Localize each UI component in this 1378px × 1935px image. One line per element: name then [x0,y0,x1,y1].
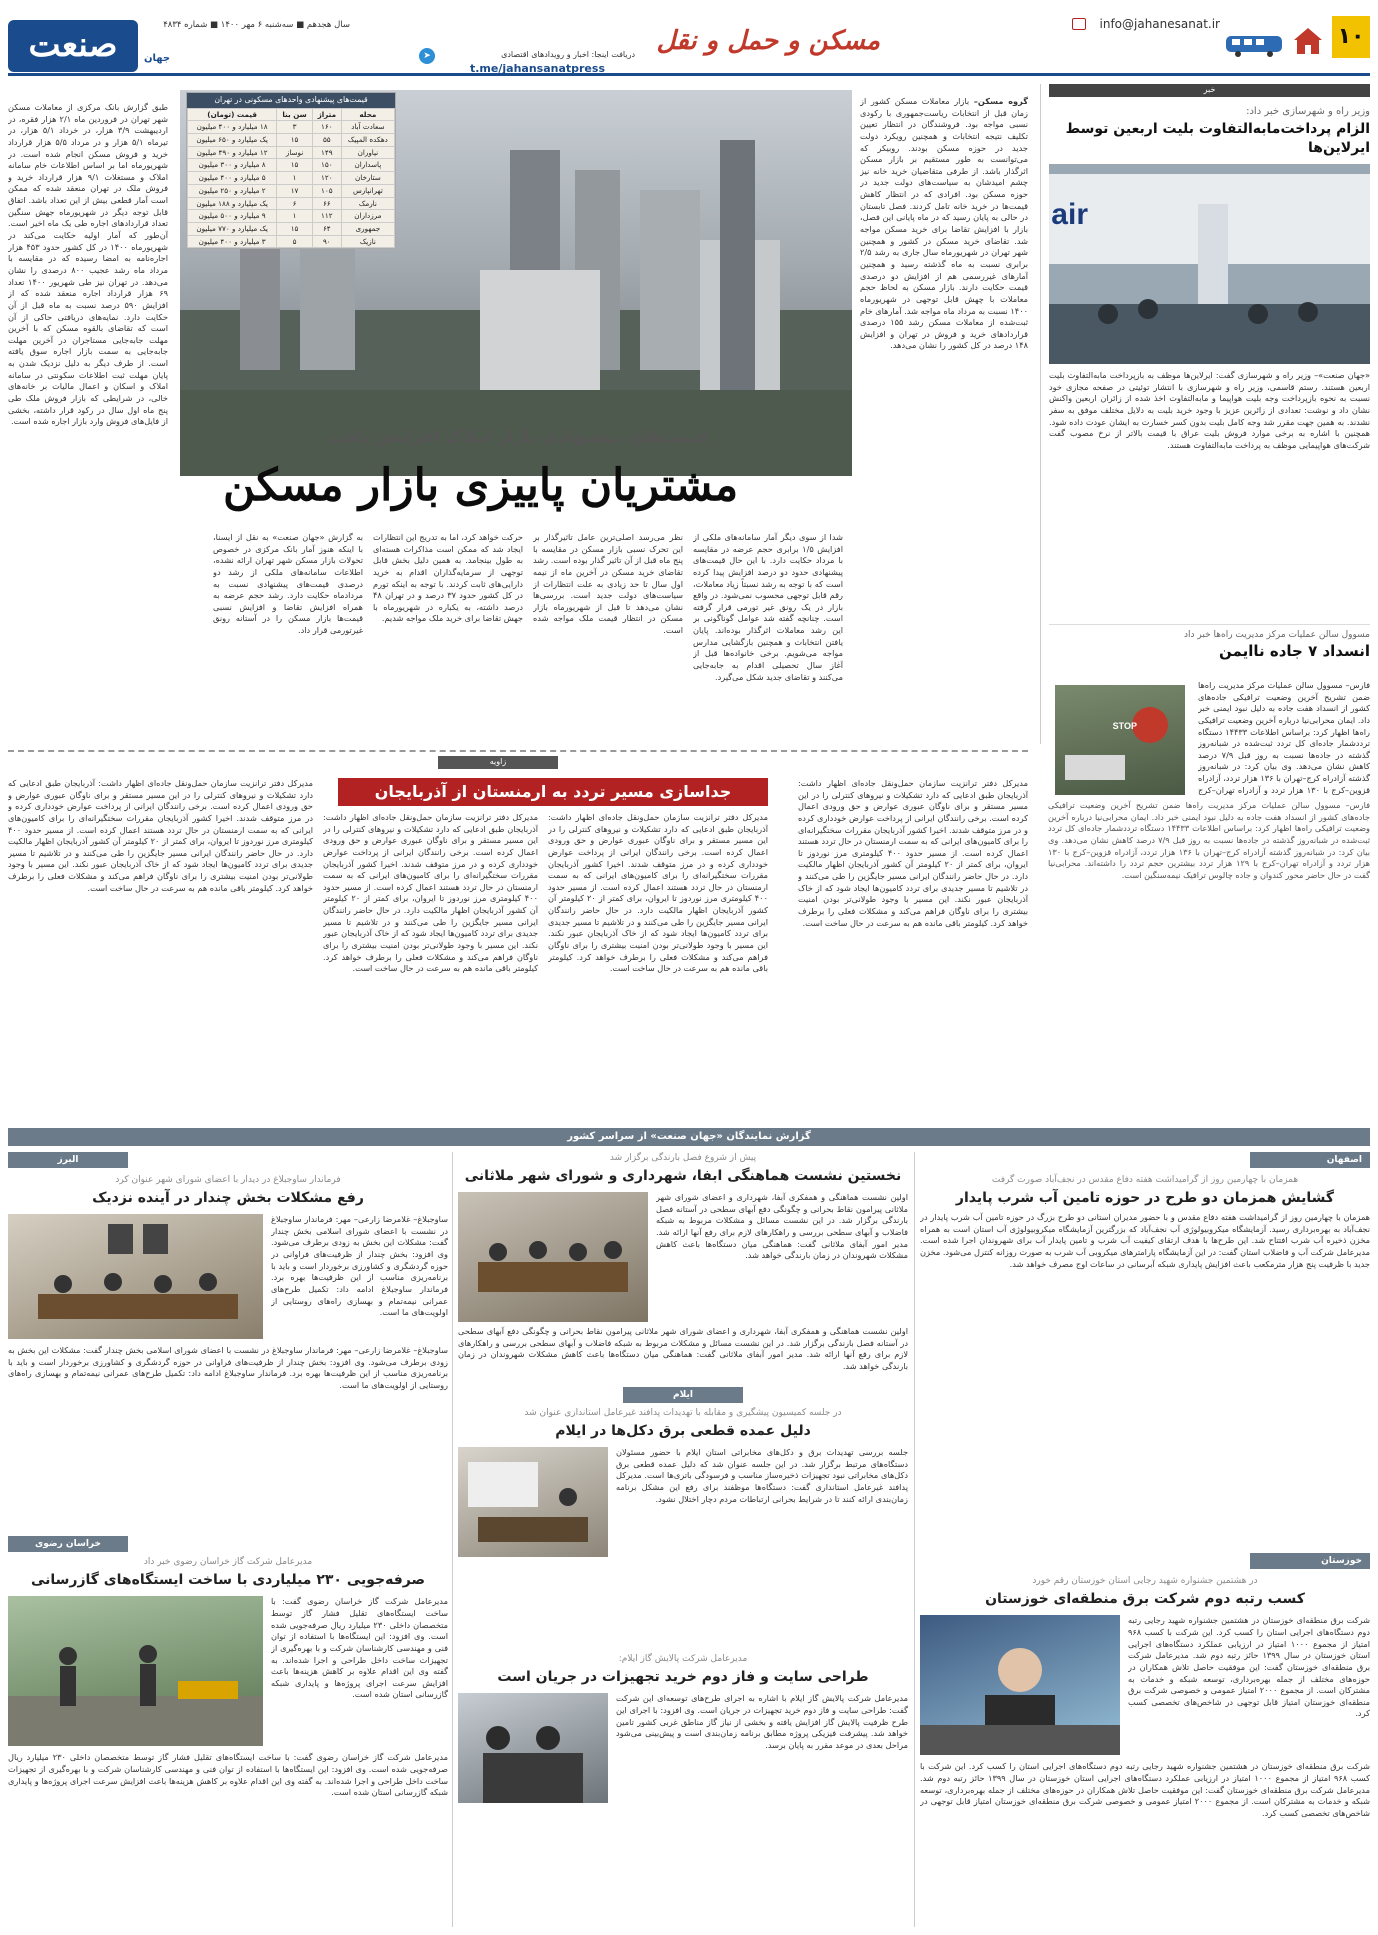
khorasan-body-continued: مدیرعامل شرکت گاز خراسان رضوی گفت: با ساخت ایستگاه‌های تقلیل فشار گاز توسط متخصصان داخلی ۲۳۰ میلیارد ریال صرفه‌جویی شده است. وی افزود: این ایستگاه‌ها با استفاده از توان فنی و مهندسی کارشناسان شرکت و با بهره‌گیری از تجهیزات ساخت داخل طراحی و اجرا شده‌اند. به گفته وی این اقدام علاوه بر کاهش هزینه‌ها باعث افزایش سرعت اجرای پروژه‌ها و پایداری شبکه گازرسانی استان شده است. [8,1752,448,1798]
regional-banner: گزارش نمایندگان «جهان صنعت» از سراسر کشور [8,1128,1370,1146]
svg-text:air: air [1051,198,1088,232]
isfahan-body: همزمان با چهارمین روز از گرامیداشت هفته دفاع مقدس و با حضور مدیران استانی دو طرح بزرگ در حوزه تامین آب شرب پایدار در نجف‌آباد به بهره‌برداری رسید. آزمایشگاه میکروبیولوژی آب نجف‌آباد که بزرگترین آزمایشگاه میکروبیولوژی آب استان است به همراه مخزن ذخیره آب شرب افتتاح شد. این طرح‌ها با هدف ارتقای کیفیت آب شرب و تامین پایدار آب برای شهروندان اجرا شده است. مدیرعامل شرکت آب و فاضلاب استان گفت: در این آزمایشگاه پارامترهای میکروبی آب شرب به صورت روزانه کنترل می‌شود. مخزن جدید با ظرفیت پنج هزار مترمکعب باعث افزایش پایداری شبکه آبرسانی در ساعات اوج مصرف خواهد شد. [920,1212,1370,1269]
table-row [188,235,395,248]
table-cell: ۶ [277,197,313,210]
table-cell: نازیک [341,235,394,248]
table-cell: سعادت آباد [341,121,394,134]
main-body-col-4: به گزارش «جهان صنعت» به نقل از ایسنا، با اینکه هنوز آمار بانک مرکزی در خصوص تحولات بازار مسکن شهر تهران ارائه نشده، اطلاعات سامانه‌های ملکی از رشد دو درصدی قیمت‌های پیشنهادی نسبت به مردادماه حکایت دارد. رشد حجم عرضه به همراه افزایش تقاضا و افزایش نسبی قیمت‌ها بازار مسکن را در آستانه رونق غیرتورمی قرار داد. [213,532,363,636]
airplane-photo [1049,164,1370,364]
table-cell: مرزداران [341,210,394,223]
table-cell: ۱۸ میلیارد و ۴۰۰ میلیون [188,121,277,134]
regional-middle-column [458,1152,908,1927]
table-cell: ۱۰۵ [312,184,341,197]
story1-headline: الزام پرداخت‌ما‌به‌التفاوت بلیت اربعین توسط ایرلاین‌ها [1065,121,1370,157]
khorasan-body: مدیرعامل شرکت گاز خراسان رضوی گفت: با ساخت ایستگاه‌های تقلیل فشار گاز توسط متخصصان داخلی ۲۳۰ میلیارد ریال صرفه‌جویی شده است. وی افزود: این ایستگاه‌ها با استفاده از توان فنی و مهندسی کارشناسان شرکت و با بهره‌گیری از تجهیزات ساخت داخل طراحی و اجرا شده‌اند. به گفته وی این اقدام علاوه بر کاهش هزینه‌ها باعث افزایش سرعت اجرای پروژه‌ها و پایداری شبکه گازرسانی استان شده است. [271,1596,448,1700]
table-row [188,210,395,223]
logo-text: صنعت [28,25,118,65]
road-photo [1055,685,1185,795]
zavieh-tag: زاویه [438,756,558,769]
table-cell: ۵ [277,235,313,248]
table-row [188,172,395,185]
table-cell: ۱۵ [277,133,313,146]
masthead [8,8,1370,76]
sari-headline: نخستین نشست هماهنگی ابفا، شهرداری و شورای شهر ملاثانی [464,1168,902,1185]
table-cell: ۶۶ [312,197,341,210]
alborz-headline: رفع مشکلات بخش چندار در آینده نزدیک [92,1190,364,1207]
khuzestan-headline: کسب رتبه دوم شرکت برق منطقه‌ای خوزستان [985,1591,1305,1608]
zavieh-col-1: مدیرکل دفتر ترانزیت سازمان حمل‌ونقل جاده‌ای اظهار داشت: آذربایجان طبق ادعایی که دارد تشکیلات و نیروهای کنترلی را در این مسیر مستقر و برای ناوگان عبوری عوارض و حق ورودی اعمال کرده است. برخی رانندگان ایرانی از پرداخت عوارض خودداری کرده و در مرز متوقف شدند. اخیرا کشور آذربایجان مقررات سختگیرانه‌ای را برای کامیون‌های ایرانی که به سمت ارمنستان در حال تردد هستند اعمال کرده است. از مسیر حدود ۴۰۰ کیلومتری مرز نوردوز تا ایروان، برای کمتر از ۲۰ کیلومتر آن کشور آذربایجان اظهار مالکیت دارد. در حال حاضر رانندگان ایرانی مسیر جایگزین را طی می‌کنند و در تلاشیم تا مسیر جدیدی برای تردد کامیون‌ها ایجاد شود که از خاک آذربایجان عبور نکند. این مسیر با وجود طولانی‌تر بودن امنیت بیشتری را برای ناوگان فراهم می‌کند و مشکلات فعلی را برطرف خواهد کرد. کیلومتر باقی مانده هم به سرعت در حال ساخت است. [798,778,1028,928]
column-divider [452,1152,453,1927]
table-row [188,184,395,197]
story1-kicker: وزیر راه و شهرسازی خبر داد: [1246,105,1370,117]
table-cell: تهرانپارس [341,184,394,197]
khuzestan-kicker: در هشتمین جشنواره شهید رجایی استان خوزستان رقم خورد [1032,1576,1258,1587]
table-cell: نوساز [277,146,313,159]
price-table-title: قیمت‌های پیشنهادی واحدهای مسکونی در تهران [187,93,395,108]
table-cell: ۶۴ [312,222,341,235]
table-cell: ۱۲ میلیارد و ۴۹۰ میلیون [188,146,277,159]
zavieh-col-2: مدیرکل دفتر ترانزیت سازمان حمل‌ونقل جاده‌ای اظهار داشت: آذربایجان طبق ادعایی که دارد تشکیلات و نیروهای کنترلی را در این مسیر مستقر و برای ناوگان عبوری عوارض و حق ورودی اعمال کرده است. برخی رانندگان ایرانی از پرداخت عوارض خودداری کرده و در مرز متوقف شدند. اخیرا کشور آذربایجان مقررات سختگیرانه‌ای را برای کامیون‌های ایرانی که به سمت ارمنستان در حال تردد هستند اعمال کرده است. از مسیر حدود ۴۰۰ کیلومتری مرز نوردوز تا ایروان، برای کمتر از ۲۰ کیلومتر آن کشور آذربایجان اظهار مالکیت دارد. در حال حاضر رانندگان ایرانی مسیر جایگزین را طی می‌کنند و در تلاشیم تا مسیر جدیدی برای تردد کامیون‌ها ایجاد شود که از خاک آذربایجان عبور نکند. این مسیر با وجود طولانی‌تر بودن امنیت بیشتری را برای ناوگان فراهم می‌کند و مشکلات فعلی را برطرف خواهد کرد. کیلومتر باقی مانده هم به سرعت در حال ساخت است. [548,812,768,974]
table-cell: ۱۵ [277,159,313,172]
table-row [188,146,395,159]
story2-headline: انسداد ۷ جاده ناایمن [1219,642,1370,661]
refinery-body: مدیرعامل شرکت پالایش گاز ایلام با اشاره به اجرای طرح‌های توسعه‌ای این شرکت گفت: طراحی سایت و فاز دوم خرید تجهیزات در جریان است. وی افزود: با اجرای این طرح ظرفیت پالایش گاز افزایش یافته و بخشی از نیاز گاز مناطق غربی کشور تامین خواهد شد. پیشرفت فیزیکی پروژه مطابق برنامه زمان‌بندی است و پیش‌بینی می‌شود مراحل بعدی در موعد مقرر به پایان برسد. [616,1693,908,1750]
story2-body: فارس– مسوول سالن عملیات مرکز مدیریت راه‌ها ضمن تشریح آخرین وضعیت ترافیکی جاده‌های کشور از انسداد هفت جاده به دلیل نبود ایمنی خبر داد. ایمان محرابی‌نیا درباره آخرین وضعیت ترافیکی راه‌ها اظهار کرد: براساس اطلاعات ۱۴۴۳۳ دستگاه ترددشمار جاده‌ای کل تردد ثبت‌شده در شبانه‌روز گذشته در جاده‌ها نسبت به روز قبل ۷/۹ درصد کاهش نشان می‌دهد. وی بیان کرد: در شبانه‌روز گذشته آزادراه کرج–تهران با ۱۳۶ هزار تردد، آزادراه قزوین–کرج با ۱۳۰ هزار تردد و آزادراه تهران–کرج [1198,680,1370,795]
khuzestan-body: شرکت برق منطقه‌ای خوزستان در هشتمین جشنواره شهید رجایی رتبه دوم دستگاه‌های اجرایی استان را کسب کرد. این شرکت با کسب ۹۶۸ امتیاز از مجموع ۱۰۰۰ امتیاز در ارزیابی عملکرد دستگاه‌های اجرایی استان خوزستان در سال ۱۳۹۹ حائز رتبه دوم شد. مدیرعامل شرکت برق منطقه‌ای خوزستان گفت: این موفقیت حاصل تلاش همکاران در حوزه‌های مختلف از جمله بهره‌برداری، توسعه شبکه و خدمات به مشترکان است. از مجموع ۲۰۰۰ امتیاز عمومی و خصوصی شرکت برق منطقه‌ای خوزستان امتیاز قابل توجهی در شاخص‌های تخصصی کسب کرد. [1128,1615,1370,1719]
svg-text:STOP: STOP [1112,721,1137,731]
main-kicker: قیمت‌های پیشنهادی بازار املاک افزایش یافت [328,427,709,447]
lead-text: بازار معاملات مسکن کشور از زمان قبل از انتخابات ریاست‌جمهوری با رکودی نسبی مواجه بود. فروشندگان در انتظار تعیین تکلیف نتیجه انتخابات و همچنین رویکرد دولت جدید در حوزه مسکن بودند. روبیکر که می‌توانست به طور مستقیم بر بازار مسکن اثرگذار باشد. از طرفی متقاضیان خرید خانه نیز چشم امیدشان به سیاست‌های دولت جدید در حوزه مسکن بود. افرادی که در انتظار کاهش قیمت‌ها در خرید خانه تامل کردند. فصل تابستان در حالی به پایان رسید که در ماه پایانی این فصل، بازار با افزایش تقاضا برای خرید مسکن مواجه شد. تقاضای خرید مسکن در کشور و همچنین شهر تهران در شهریورماه سال جاری به رشد ۲/۵ برابری نسبت به ماه گذشته رسید و همچنین آمارهای غیررسمی هم از افزایش دو درصدی قیمت حکایت دارند. بازار مسکن به لحاظ حجم معاملات با چهش قابل توجهی در شهریورماه ۱۴۰۰ نسبت به مرداد ماه مواجه شد. آمارهای خام ثبت‌شده از معاملات مسکن رشد ۱۵۵ درصدی قراردادهای خرید و فروش در تهران و افزایش ۱۴۸ درصد در کل کشور را نشان می‌دهد. [860,96,1028,351]
zavieh-col-4: مدیرکل دفتر ترانزیت سازمان حمل‌ونقل جاده‌ای اظهار داشت: آذربایجان طبق ادعایی که دارد تشکیلات و نیروهای کنترلی را در این مسیر مستقر و برای ناوگان عبوری عوارض و حق ورودی اعمال کرده است. برخی رانندگان ایرانی از پرداخت عوارض خودداری کرده و در مرز متوقف شدند. اخیرا کشور آذربایجان مقررات سختگیرانه‌ای را برای کامیون‌های ایرانی که به سمت ارمنستان در حال تردد هستند اعمال کرده است. از مسیر حدود ۴۰۰ کیلومتری مرز نوردوز تا ایروان، برای کمتر از ۲۰ کیلومتر آن کشور آذربایجان اظهار مالکیت دارد. در حال حاضر رانندگان ایرانی مسیر جایگزین را طی می‌کنند و در تلاشیم تا مسیر جدیدی برای تردد کامیون‌ها ایجاد شود که از خاک آذربایجان عبور نکند. این مسیر با وجود طولانی‌تر بودن امنیت بیشتری را برای ناوگان فراهم می‌کند و مشکلات فعلی را برطرف خواهد کرد. کیلومتر باقی مانده هم به سرعت در حال ساخت است. [8,778,313,893]
logo-subtitle: جهان [144,53,171,64]
main-story-lead-column [860,96,1028,736]
table-cell: ۵ میلیارد و ۴۰۰ میلیون [188,172,277,185]
zavieh-headline: جداسازی مسیر تردد به ارمنستان از آذربایجان [338,778,768,806]
sari-meeting-photo [458,1192,648,1322]
refinery-headline: طراحی سایت و فاز دوم خرید تجهیزات در جریان است [497,1669,869,1686]
table-cell: یک میلیارد و ۶۵۰ میلیون [188,133,277,146]
refinery-photo [458,1693,608,1803]
table-cell: ۱۴۹ [312,146,341,159]
right-news-column [1040,84,1370,744]
lead-author: گروه مسکن– [973,96,1028,106]
table-cell: ۹ میلیارد و ۵۰۰ میلیون [188,210,277,223]
table-cell: نیاوران [341,146,394,159]
col-header: متراژ [312,108,341,121]
table-row [188,197,395,210]
table-cell: یک میلیارد و ۱۸۸ میلیون [188,197,277,210]
section-title: مسکن و حمل و نقل [656,26,880,56]
col-header: محله [341,108,394,121]
table-row [188,222,395,235]
ilam-kicker: در جلسه کمیسیون پیشگیری و مقابله با تهدیدات پدافند غیرعامل استانداری عنوان شد [524,1408,842,1419]
table-cell: نارمک [341,197,394,210]
issue-line: سال هجدهم ■ سه‌شنبه ۶ مهر ۱۴۰۰ ■ شماره ۴۸۳۴ [163,20,350,30]
col-header: سن بنا [277,108,313,121]
khorasan-gas-station-photo [8,1596,263,1746]
table-cell: ۱ [277,172,313,185]
khuzestan-photo [920,1615,1120,1755]
table-cell: ۱۱۲ [312,210,341,223]
alborz-kicker: فرماندار ساوجبلاغ در دیدار با اعضای شورای شهر عنوان کرد [115,1175,341,1186]
sari-body-continued: اولین نشست هماهنگی و همفکری آبفا، شهرداری و اعضای شورای شهر ملاثانی پیرامون نقاط بحرانی و چگونگی دفع آبهای سطحی در آستانه فصل بارندگی برگزار شد. در این نشست مسائل و مشکلات مربوط به شبکه فاضلاب و آبهای سطحی بررسی و راهکارهای لازم برای رفع آنها ارائه شد. مدیر امور آبفای ملاثانی گفت: هماهنگی میان دستگاه‌ها باعث کاهش مشکلات شهروندان در زمان بارندگی خواهد شد. [458,1326,908,1371]
main-body-col-1: شدا از سوی دیگر آمار سامانه‌های ملکی از افزایش ۱/۵ برابری حجم عرضه در مقایسه با مرداد حکایت دارد. با این حال قیمت‌های پیشنهادی حدود دو درصد افزایش پیدا کرده است که با توجه به رشد نسبتاً زیاد معاملات، رقم قابل توجهی محسوب نمی‌شود. در واقع بازار در یک رونق غیر تورمی قرار گرفته است. چنانچه گفته شد عوامل گوناگونی بر این رشد معاملات اثرگذار بوده‌اند. پایان یافتن انتخابات و همچنین بازگشایی مدارس مواجه می‌شویم. برخی خانواده‌ها قبل از آغاز سال تحصیلی اقدام به جابه‌جایی می‌کنند و تقاضای جدید شکل می‌گیرد. [693,532,843,682]
price-table-box [186,92,396,249]
email-icon [1072,18,1086,30]
table-cell: ۱۵۰ [312,159,341,172]
table-cell: ۱۶۰ [312,121,341,134]
page-number-badge: ۱۰ [1332,16,1370,58]
isfahan-headline: گشایش همزمان دو طرح در حوزه تامین آب شرب پایدار [955,1190,1335,1207]
ilam-meeting-photo [458,1447,608,1557]
column-divider [914,1152,915,1927]
story2-continuation: فارس– مسوول سالن عملیات مرکز مدیریت راه‌ها ضمن تشریح آخرین وضعیت ترافیکی جاده‌های کشور از انسداد هفت جاده به دلیل نبود ایمنی خبر داد. ایمان محرابی‌نیا درباره آخرین وضعیت ترافیکی راه‌ها اظهار کرد: براساس اطلاعات ۱۴۴۳۳ دستگاه ترددشمار جاده‌ای کل تردد ثبت‌شده در شبانه‌روز گذشته در جاده‌ها نسبت به روز قبل ۷/۹ درصد کاهش نشان می‌دهد. وی بیان کرد: در شبانه‌روز گذشته آزادراه کرج–تهران با ۱۳۶ هزار تردد، آزادراه قزوین–کرج با ۱۳۰ هزار تردد و آزادراه تهران–کرج با ۱۲۹ هزار تردد بیشترین حجم تردد را داشته‌اند. محرابی‌نیا گفت در حال حاضر محور کندوان و جاده چالوس ترافیک نیمه‌سنگین است. [1048,800,1370,880]
telegram-icon: ➤ [419,48,435,64]
story2-body-continued [1048,800,1370,1125]
table-cell: ۳ [277,121,313,134]
ilam-headline: دلیل عمده قطعی برق دکل‌ها در ایلام [555,1423,811,1440]
ilam-body: جلسه بررسی تهدیدات برق و دکل‌های مخابراتی استان ایلام با حضور مسئولان دستگاه‌های مرتبط برگزار شد. در این جلسه عنوان شد که دلیل عمده قطعی برق دکل‌های مخابراتی نبود تجهیزات ذخیره‌ساز مناسب و فرسودگی باتری‌ها است. مدیرکل پدافند غیرعامل استانداری گفت: دستگاه‌ها موظفند برای رفع این مشکل برنامه زمان‌بندی ارائه کنند تا در شرایط بحرانی ارتباطات مردم دچار اختلال نشود. [616,1447,908,1504]
table-cell: ۵۵ [312,133,341,146]
table-cell: ۱ [277,210,313,223]
telegram-link[interactable]: t.me/jahansanatpress [470,62,605,75]
khuzestan-body-continued: شرکت برق منطقه‌ای خوزستان در هشتمین جشنواره شهید رجایی رتبه دوم دستگاه‌های اجرایی استان را کسب کرد. این شرکت با کسب ۹۶۸ امتیاز از مجموع ۱۰۰۰ امتیاز در ارزیابی عملکرد دستگاه‌های اجرایی استان خوزستان در سال ۱۳۹۹ حائز رتبه دوم شد. مدیرعامل شرکت برق منطقه‌ای خوزستان گفت: این موفقیت حاصل تلاش همکاران در حوزه‌های مختلف از جمله بهره‌برداری، توسعه شبکه و خدمات به مشترکان است. از مجموع ۲۰۰۰ امتیاز عمومی و خصوصی شرکت برق منطقه‌ای خوزستان امتیاز قابل توجهی در شاخص‌های تخصصی کسب کرد. [920,1761,1370,1818]
table-cell: ۳ میلیارد و ۴۰۰ میلیون [188,235,277,248]
sari-kicker: پیش از شروع فصل بارندگی برگزار شد [609,1153,757,1163]
refinery-kicker: مدیرعامل شرکت پالایش گاز ایلام: [618,1654,748,1665]
table-cell: یک میلیارد و ۷۷۰ میلیون [188,222,277,235]
ilam-tag: ایلام [623,1387,743,1403]
main-story [8,84,1028,744]
table-cell: ستارخان [341,172,394,185]
alborz-body-continued: ساوجبلاغ– غلامرضا زارعی– مهر: فرماندار ساوجبلاغ در نشست با اعضای شورای اسلامی بخش چندار گفت: مشکلات این بخش به زودی برطرف می‌شود. وی افزود: بخش چندار از ظرفیت‌های فراوانی در حوزه گردشگری و کشاورزی برخوردار است و باید با برنامه‌ریزی مناسب از این ظرفیت‌ها بهره برد. فرماندار ساوجبلاغ ادامه داد: تکمیل طرح‌های عمرانی نیمه‌تمام و بهسازی راه‌های روستایی از اولویت‌های ما است. [8,1345,448,1391]
story2-kicker: مسوول سالن عملیات مرکز مدیریت راه‌ها خبر داد [1049,624,1370,641]
story1-body: «جهان صنعت»– وزیر راه و شهرسازی گفت: ایرلاین‌ها موظف به بازپرداخت مابه‌التفاوت بلیت اربعین هستند. رستم قاسمی، وزیر راه و شهرسازی با انتشار توئیتی در صفحه مجازی خود نسبت به نحوه بازپرداخت وجه بلیت هواپیما و مابه‌التفاوت اخذ شده از زائران اربعین واکنش نشان داد و نوشت: تعدادی از زائرین عزیز با وجود خرید بلیت به دلایل مختلف موفق به سفر نشدند. به همین جهت مقرر شد وجه کامل بلیت بدون کسر خسارت به ایشان عودت داده شود. همچنین با اشاره به برخی موارد فروش بلیت عراق با قیمت بالاتر از نرخ مصوب گفت شرکت‌های هواپیمایی موظف به پرداخت مابه‌التفاوت هستند. [1049,370,1370,450]
newspaper-logo [8,20,138,72]
zavieh-col-3: مدیرکل دفتر ترانزیت سازمان حمل‌ونقل جاده‌ای اظهار داشت: آذربایجان طبق ادعایی که دارد تشکیلات و نیروهای کنترلی را در این مسیر مستقر و برای ناوگان عبوری عوارض و حق ورودی اعمال کرده است. برخی رانندگان ایرانی از پرداخت عوارض خودداری کرده و در مرز متوقف شدند. اخیرا کشور آذربایجان مقررات سختگیرانه‌ای را برای کامیون‌های ایرانی که به سمت ارمنستان در حال تردد هستند اعمال کرده است. از مسیر حدود ۴۰۰ کیلومتری مرز نوردوز تا ایروان، برای کمتر از ۲۰ کیلومتر آن کشور آذربایجان اظهار مالکیت دارد. در حال حاضر رانندگان ایرانی مسیر جایگزین را طی می‌کنند و در تلاشیم تا مسیر جدیدی برای تردد کامیون‌ها ایجاد شود که از خاک آذربایجان عبور نکند. این مسیر با وجود طولانی‌تر بودن امنیت بیشتری را برای ناوگان فراهم می‌کند و مشکلات فعلی را برطرف خواهد کرد. کیلومتر باقی مانده هم به سرعت در حال ساخت است. [323,812,538,974]
alborz-body: ساوجبلاغ– غلامرضا زارعی– مهر: فرماندار ساوجبلاغ در نشست با اعضای شورای اسلامی بخش چندار گفت: مشکلات این بخش به زودی برطرف می‌شود. وی افزود: بخش چندار از ظرفیت‌های فراوانی در حوزه گردشگری و کشاورزی برخوردار است و باید با برنامه‌ریزی مناسب از این ظرفیت‌ها بهره برد. فرماندار ساوجبلاغ ادامه داد: تکمیل طرح‌های عمرانی نیمه‌تمام و بهسازی راه‌های روستایی از اولویت‌های ما است. [271,1214,448,1318]
main-headline: مشتریان پاییزی بازار مسکن [223,460,739,511]
table-cell: ۱۷ [277,184,313,197]
table-cell: ۹۰ [312,235,341,248]
khuzestan-tag: خوزستان [1250,1553,1370,1569]
isfahan-tag: اصفهان [1250,1152,1370,1168]
table-cell: دهکده المپیک [341,133,394,146]
table-cell: پاسداران [341,159,394,172]
khorasan-tag: خراسان رضوی [8,1536,128,1552]
price-table [187,108,395,249]
alborz-meeting-photo [8,1214,263,1339]
regional-right-column [920,1152,1370,1927]
isfahan-kicker: همزمان با چهارمین روز از گرامیداشت هفته دفاع مقدس در نجف‌آباد صورت گرفت [991,1175,1299,1186]
table-cell: ۱۲۰ [312,172,341,185]
regional-left-column [8,1152,448,1927]
table-cell: ۲ میلیارد و ۲۵۰ میلیون [188,184,277,197]
table-cell: ۱۵ [277,222,313,235]
table-row [188,133,395,146]
transport-icon [1224,22,1324,58]
zavieh-section [8,750,1028,1120]
table-cell: ۸ میلیارد و ۳۰۰ میلیون [188,159,277,172]
sari-body: اولین نشست هماهنگی و همفکری آبفا، شهرداری و اعضای شورای شهر ملاثانی پیرامون نقاط بحرانی و چگونگی دفع آبهای سطحی در آستانه فصل بارندگی برگزار شد. در این نشست مسائل و مشکلات مربوط به شبکه فاضلاب و آبهای سطحی بررسی و راهکارهای لازم برای رفع آنها ارائه شد. مدیر امور آبفای ملاثانی گفت: هماهنگی میان دستگاه‌ها باعث کاهش مشکلات شهروندان در زمان بارندگی خواهد شد. [656,1192,908,1261]
telegram-prompt: دریافت اینجا: اخبار و رویدادهای اقتصادی [501,50,635,59]
email-address[interactable]: info@jahanesanat.ir [1099,17,1220,31]
khorasan-headline: صرفه‌جویی ۲۳۰ میلیاردی با ساخت ایستگاه‌های گازرسانی [30,1572,426,1589]
khorasan-kicker: مدیرعامل شرکت گاز خراسان رضوی خبر داد [143,1557,313,1568]
col-header: قیمت (تومان) [188,108,277,121]
news-tag: خبر [1049,84,1370,97]
table-row [188,121,395,134]
table-cell: جمهوری [341,222,394,235]
table-row [188,159,395,172]
main-body-col-2: نظر می‌رسد اصلی‌ترین عامل تاثیرگذار بر این تحرک نسبی بازار مسکن در مقایسه با پنج ماه قبل از آن تاثیر گذار بوده است. رشد تقاضای خرید مسکن در آخرین ماه از نیمه اول سال تا حد زیادی به علت انتظارات از سیاست‌های دولت جدید است. بررسی‌ها نشان می‌دهد تا قبل از شهریورماه بازار مسکن در انتظار قیمت ملک مواجه شده است. [533,532,683,636]
alborz-tag: البرز [8,1152,128,1168]
main-story-left-column: طبق گزارش بانک مرکزی از معاملات مسکن شهر تهران در فروردین ماه ۲/۱ هزار فقره، در اردیبهشت ۳/۹ هزار، در خرداد ۵/۱ هزار، در تیرماه ۵/۱ هزار و در مرداد ۵/۵ هزار قرارداد خرید و فروش مسکن انجام شده است. در شهریورماه اما بر اساس اطلاعات خام سامانه املاک و مستغلات ۹/۱ هزار قرارداد خرید و فروش ملک در تهران منعقد شده که ممکن است آمار قطعی بیش از این تعداد باشد. اتفاق قابل توجه دیگر در شهریورماه جهش سنگین تعداد قراردادهای اجاره طی یک ماه اخیر است. آن‌طور که آمار اولیه حکایت می‌کند در شهریورماه ۱۴۰۰ در کل کشور حدود ۴۵۳ هزار اجاره‌نامه به امضا رسیده که در مقایسه با مرداد ماه رشد عجیب ۸۰۰ درصدی را نشان می‌دهد. در تهران نیز طی شهریور ۱۴۰۰ تعداد ۶۹ هزار قرارداد اجاره منعقد شده که از افزایش ۵۹۰ درصد نسبت به ماه قبل از آن حکایت دارد. نمایه‌های دریافتی حاکی از آن است که تقاضای بالقوه مسکن که با آخرین مهلت جابه‌جایی مستاجران در آخرین مهلت جابه‌جایی به سمت بازار اجاره سوق یافته است. از طرف دیگر به دلیل نزدیک شدن به پایان مهلت ثبت اطلاعات سکونتی در سامانه املاک و اسکان و اعمال مالیات بر خانه‌های خالی، در شرایطی که بازار فروش ملک طی پنج ماه اول سال در رکود قرار داشته، بخشی از فایل‌های فروش وارد بازار اجاره شده است. [8,102,168,427]
main-body-col-3: حرکت خواهد کرد، اما به تدریج این انتظارات ایجاد شد که ممکن است مذاکرات هسته‌ای به طول بینجامد. به همین دلیل بخش قابل توجهی از سرمایه‌گذاران اقدام به خرید دارایی‌های ثابت کردند. با توجه به اینکه تورم در کل کشور حدود ۳۷ درصد و در تهران ۴۸ درصد داشته، به یکباره در شهریورماه با جهش تقاضا برای خرید ملک مواجه شدیم. [373,532,523,624]
